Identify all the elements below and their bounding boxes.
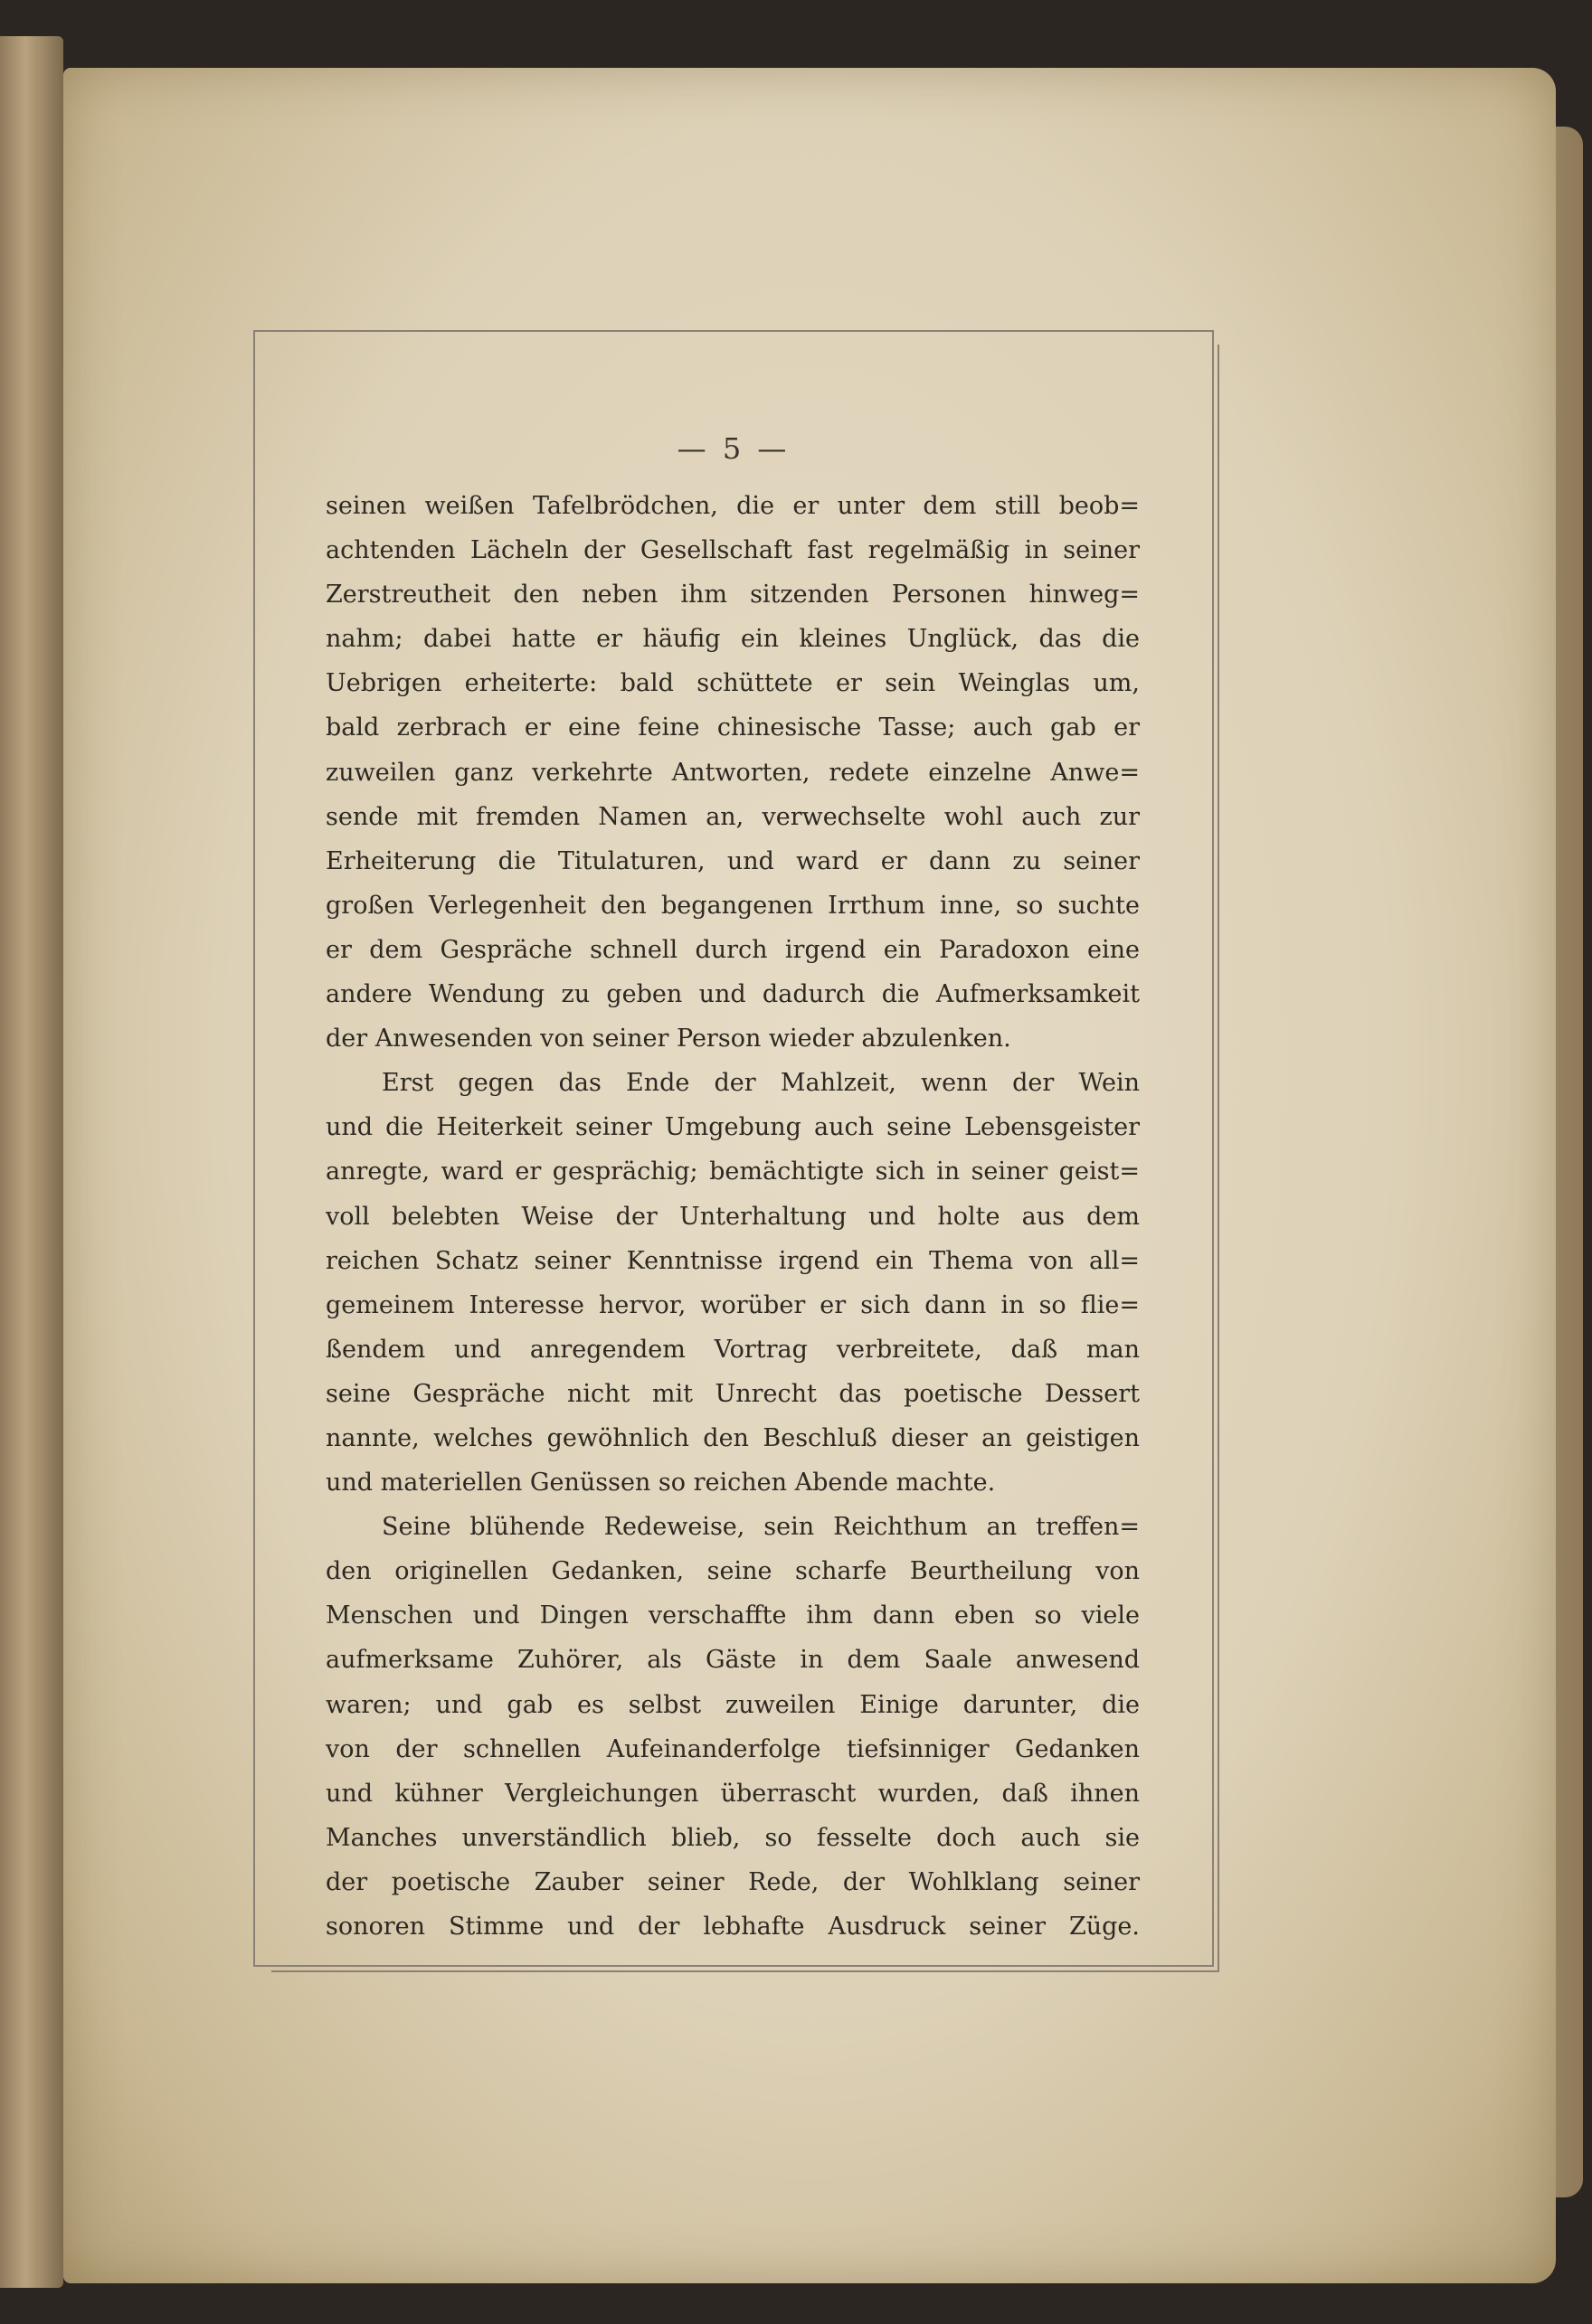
text-line: Manches unverständlich blieb, so fesselte doch auch sie bbox=[326, 1823, 1140, 1852]
text-line: Erheiterung die Titulaturen, und ward er dann zu seiner bbox=[326, 846, 1140, 875]
text-line: voll belebten Weise der Unterhaltung und holte aus dem bbox=[326, 1202, 1140, 1231]
text-line: sende mit fremden Namen an, verwechselte wohl auch zur bbox=[326, 802, 1140, 831]
text-line: von der schnellen Aufeinanderfolge tiefsinniger Gedanken bbox=[326, 1734, 1140, 1763]
text-line: nannte, welches gewöhnlich den Beschluß dieser an geistigen bbox=[326, 1423, 1140, 1452]
text-line: den originellen Gedanken, seine scharfe Beurtheilung von bbox=[326, 1557, 1140, 1586]
text-line: und kühner Vergleichungen überrascht wurden, daß ihnen bbox=[326, 1779, 1140, 1808]
text-line: waren; und gab es selbst zuweilen Einige darunter, die bbox=[326, 1690, 1140, 1719]
text-line: großen Verlegenheit den begangenen Irrthum inne, so suchte bbox=[326, 891, 1140, 920]
text-frame bbox=[253, 330, 1214, 1967]
book-page bbox=[63, 68, 1556, 2283]
text-line: anregte, ward er gesprächig; bemächtigte sich in seiner geist= bbox=[326, 1157, 1140, 1186]
text-line: seinen weißen Tafelbrödchen, die er unter dem still beob= bbox=[326, 492, 1140, 520]
text-line: bald zerbrach er eine feine chinesische Tasse; auch gab er bbox=[326, 713, 1140, 742]
text-line: zuweilen ganz verkehrte Antworten, redete einzelne Anwe= bbox=[326, 758, 1140, 787]
text-line: Zerstreutheit den neben ihm sitzenden Personen hinweg= bbox=[326, 581, 1140, 609]
text-line: Menschen und Dingen verschaffte ihm dann eben so viele bbox=[326, 1601, 1140, 1630]
text-line: andere Wendung zu geben und dadurch die Aufmerksamkeit bbox=[326, 980, 1140, 1009]
text-line: achtenden Lächeln der Gesellschaft fast regelmäßig in seiner bbox=[326, 536, 1140, 565]
text-line: Erst gegen das Ende der Mahlzeit, wenn der Wein bbox=[382, 1069, 1140, 1098]
paragraph bbox=[326, 1061, 1140, 1505]
text-line: seine Gespräche nicht mit Unrecht das poetische Dessert bbox=[326, 1379, 1140, 1408]
text-line: und die Heiterkeit seiner Umgebung auch seine Lebensgeister bbox=[326, 1113, 1140, 1142]
text-line: sonoren Stimme und der lebhafte Ausdruck seiner Züge. bbox=[326, 1913, 1140, 1941]
text-line: der poetische Zauber seiner Rede, der Wohlklang seiner bbox=[326, 1867, 1140, 1896]
text-line: der Anwesenden von seiner Person wieder abzulenken. bbox=[326, 1025, 1011, 1053]
text-line: nahm; dabei hatte er häufig ein kleines Unglück, das die bbox=[326, 625, 1140, 654]
paragraph bbox=[326, 484, 1140, 1061]
text-line: aufmerksame Zuhörer, als Gäste in dem Saale anwesend bbox=[326, 1646, 1140, 1675]
body-text bbox=[326, 484, 1140, 1949]
previous-pages-edge bbox=[0, 36, 63, 2288]
text-line: reichen Schatz seiner Kenntnisse irgend ein Thema von all= bbox=[326, 1246, 1140, 1275]
paragraph bbox=[326, 1505, 1140, 1949]
text-line: und materiellen Genüssen so reichen Abende machte. bbox=[326, 1469, 996, 1497]
text-line: Seine blühende Redeweise, sein Reichthum an treffen= bbox=[382, 1513, 1140, 1542]
text-line: Uebrigen erheiterte: bald schüttete er sein Weinglas um, bbox=[326, 669, 1140, 698]
page-number: — 5 — bbox=[677, 431, 791, 466]
text-line: er dem Gespräche schnell durch irgend ein Paradoxon eine bbox=[326, 935, 1140, 964]
text-line: gemeinem Interesse hervor, worüber er sich dann in so flie= bbox=[326, 1290, 1140, 1319]
text-line: ßendem und anregendem Vortrag verbreitete, daß man bbox=[326, 1335, 1140, 1364]
